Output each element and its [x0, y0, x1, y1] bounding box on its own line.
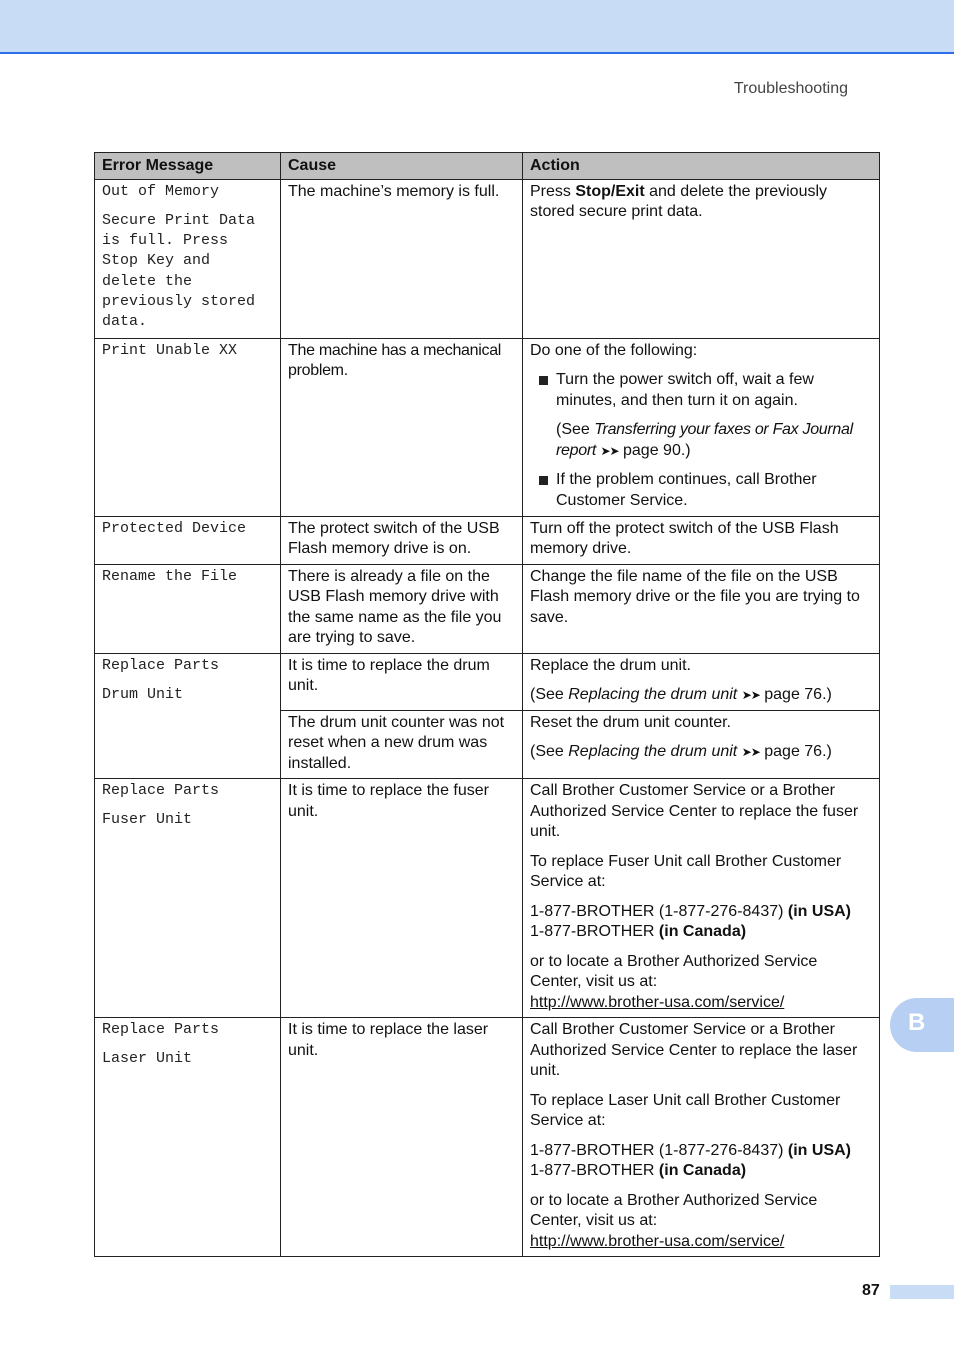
error-message-table [94, 152, 880, 1257]
double-arrow-icon: ➤➤ [741, 688, 760, 702]
phone-numbers: 1-877-BROTHER (1-877-276-8437) (in USA) 1-877-BROTHER (in Canada) [530, 1141, 851, 1179]
error-cell [95, 653, 281, 779]
cross-reference: (See Transferring your faxes or Fax Journal report ➤➤ page 90.) [556, 421, 853, 459]
error-cell [95, 338, 281, 516]
error-cell [95, 564, 281, 653]
error-code-part: Laser Unit [102, 1050, 193, 1068]
cause-cell: It is time to replace the laser unit. [281, 1018, 523, 1257]
error-code: Replace Parts [102, 782, 220, 799]
action-cell: Change the file name of the file on the USB Flash memory drive or the file you are trying to save. [523, 564, 880, 653]
cause-cell: There is already a file on the USB Flash memory drive with the same name as the file you are trying to save. [281, 564, 523, 653]
cause-cell: The drum unit counter was not reset when a new drum was installed. [281, 710, 523, 779]
table-row [95, 338, 880, 516]
key-name: Stop/Exit [575, 182, 645, 200]
service-url-link[interactable]: http://www.brother-usa.com/service/ [530, 993, 785, 1011]
cross-reference: (See Replacing the drum unit ➤➤ page 76.) [530, 743, 832, 760]
error-cell [95, 516, 281, 564]
action-cell: Reset the drum unit counter. (See Replacing the drum unit ➤➤ page 76.) [523, 710, 880, 779]
cause-cell: It is time to replace the drum unit. [281, 653, 523, 710]
cross-reference: (See Replacing the drum unit ➤➤ page 76.) [530, 686, 832, 703]
reference-title: Transferring your faxes or Fax Journal report [556, 421, 853, 459]
table-row [95, 779, 880, 1018]
error-code: Print Unable XX [102, 341, 238, 359]
error-code-part: Fuser Unit [102, 811, 193, 829]
list-item: If the problem continues, call Brother Customer Service. [530, 470, 872, 511]
error-cell [95, 779, 281, 1018]
cause-cell: The machine’s memory is full. [281, 179, 523, 338]
error-code: Replace Parts [102, 656, 220, 674]
chapter-letter: B [908, 1009, 926, 1036]
reference-title: Replacing the drum unit [568, 686, 738, 703]
header-action: Action [523, 153, 880, 180]
table-row [95, 564, 880, 653]
error-cell [95, 1018, 281, 1257]
double-arrow-icon: ➤➤ [741, 745, 760, 759]
cause-cell: It is time to replace the fuser unit. [281, 779, 523, 1018]
service-url-link[interactable]: http://www.brother-usa.com/service/ [530, 1232, 785, 1250]
square-bullet-icon [539, 376, 548, 385]
action-cell: Call Brother Customer Service or a Brother Authorized Service Center to replace the fuser unit. To replace Fuser Unit call Brother Customer Service at: 1-877-BROTHER (1-877-276-8437) (in USA) 1-877-BROTHER (in Canada) or to locate a Brother Authorized Service Center, visit us at: http://www.brother-usa.com/service/ [523, 779, 880, 1018]
error-code-detail: Secure Print Data is full. Press Stop Key and delete the previously stored data. [102, 211, 256, 331]
header-band [0, 0, 954, 54]
header-cause: Cause [281, 153, 523, 180]
page-number-bar [890, 1285, 954, 1299]
action-cell: Replace the drum unit. (See Replacing the drum unit ➤➤ page 76.) [523, 653, 880, 710]
header-error-message: Error Message [95, 153, 281, 180]
action-list [530, 370, 872, 511]
error-code: Replace Parts [102, 1021, 220, 1038]
error-code: Protected Device [102, 519, 247, 537]
action-cell: Call Brother Customer Service or a Brother Authorized Service Center to replace the laser unit. To replace Laser Unit call Brother Customer Service at: 1-877-BROTHER (1-877-276-8437) (in USA) 1-877-BROTHER (in Canada) or to locate a Brother Authorized Service Center, visit us at: http://www.brother-usa.com/service/ [523, 1018, 880, 1257]
cause-cell: The protect switch of the USB Flash memory drive is on. [281, 516, 523, 564]
table-row [95, 179, 880, 338]
double-arrow-icon: ➤➤ [600, 443, 619, 458]
section-title: Troubleshooting [733, 80, 848, 97]
action-cell: Turn off the protect switch of the USB Flash memory drive. [523, 516, 880, 564]
error-code: Rename the File [102, 567, 238, 585]
list-item: Turn the power switch off, wait a few minutes, and then turn it on again. (See Transferring your faxes or Fax Journal report ➤➤ page 90.) [530, 370, 872, 461]
action-cell: Do one of the following: Turn the power switch off, wait a few minutes, and then turn it on again. (See Transferring your faxes or Fax Journal report ➤➤ page 90.) If the problem continues, call Brother Customer Service. [523, 338, 880, 516]
cause-cell: The machine has a mechanical problem. [281, 338, 523, 516]
action-cell: Press Stop/Exit and delete the previously stored secure print data. [523, 179, 880, 338]
table-header-row [95, 153, 880, 180]
error-code: Out of Memory [102, 182, 220, 200]
table-row [95, 653, 880, 710]
reference-title: Replacing the drum unit [568, 743, 738, 760]
phone-numbers: 1-877-BROTHER (1-877-276-8437) (in USA) 1-877-BROTHER (in Canada) [530, 902, 851, 940]
error-cell [95, 179, 281, 338]
chapter-tab [890, 998, 954, 1052]
table-row [95, 516, 880, 564]
square-bullet-icon [539, 476, 548, 485]
table-row [95, 1018, 880, 1257]
error-code-part: Drum Unit [102, 685, 184, 703]
page-number: 87 [862, 1282, 880, 1299]
